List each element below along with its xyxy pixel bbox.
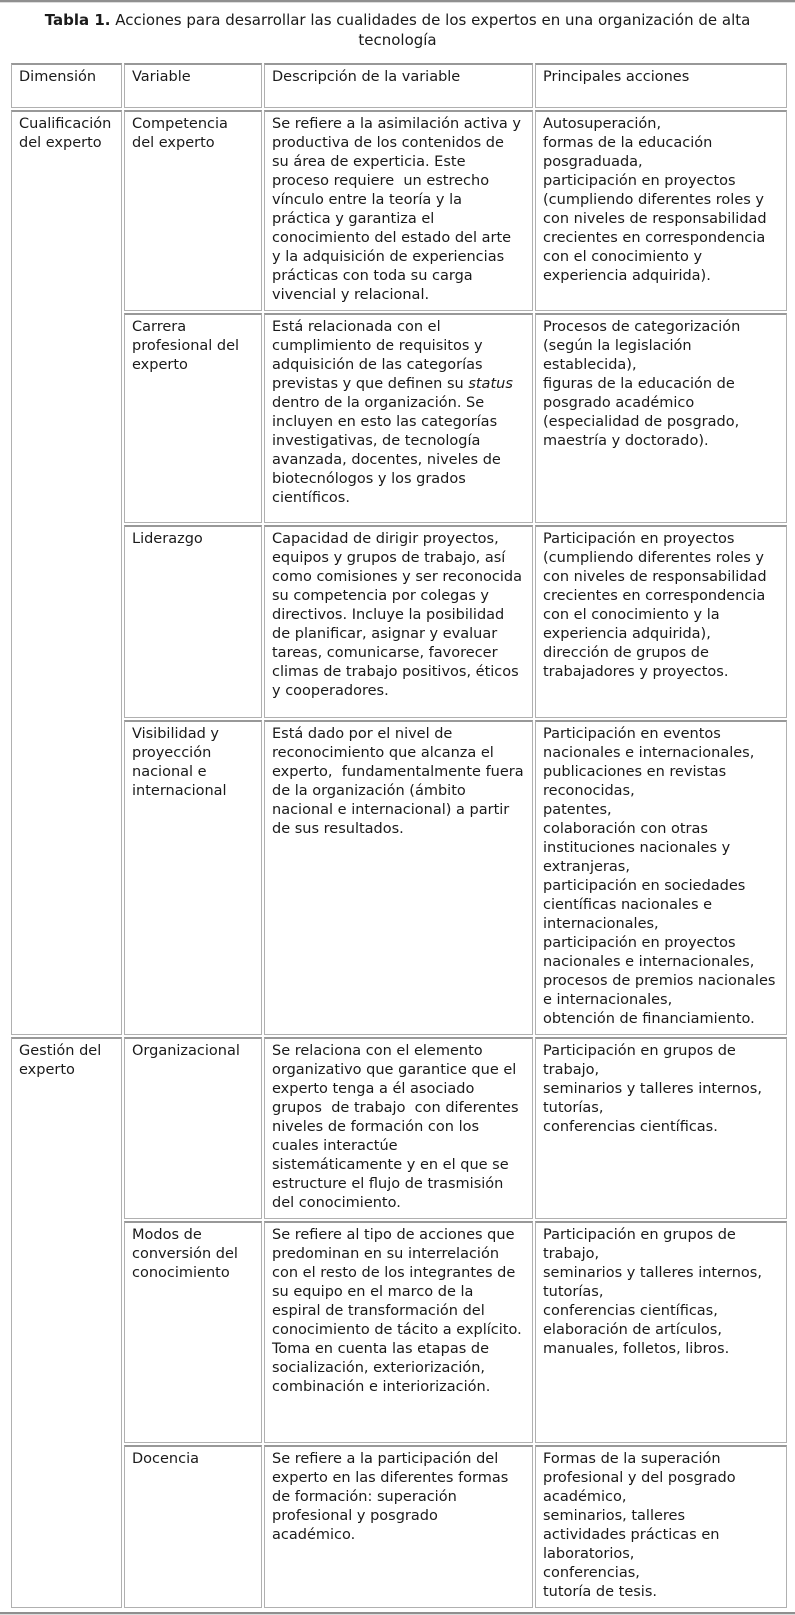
description-cell — [264, 110, 533, 311]
action-item: Participación en proyectos (cumpliendo diferentes roles y con niveles de responsabilidad crecientes en correspondencia con el conocimiento y la experiencia adquirida), — [543, 531, 772, 642]
action-item: tutorías, — [543, 1100, 604, 1116]
action-item: figuras de la educación de posgrado académico (especialidad de posgrado, maestría y doctorado). — [543, 376, 744, 449]
description-segment: dentro de la organización. Se incluyen en esto las categorías investigativas, de tecnología avanzada, docentes, niveles de biotecnólogos y los grados científicos. — [272, 376, 518, 506]
actions-cell — [535, 525, 787, 718]
action-item: participación en proyectos (cumpliendo diferentes roles y con niveles de responsabilidad crecientes en correspondencia con el conocimiento y experiencia adquirida). — [543, 173, 772, 284]
description-segment: Capacidad de dirigir proyectos, equipos y grupos de trabajo, así como comisiones y ser reconocida su competencia por colegas y directivos. Incluye la posibilidad de planificar, asignar y evaluar tareas, comunicarse, favorecer climas de trabajo positivos, éticos y cooperadores. — [272, 531, 527, 699]
action-item: participación en proyectos nacionales e internacionales, — [543, 935, 755, 970]
table-row — [11, 313, 787, 523]
action-item: seminarios y talleres internos, — [543, 1265, 762, 1281]
description-cell — [264, 720, 533, 1035]
action-item: publicaciones en revistas reconocidas, — [543, 764, 731, 799]
variable-cell: Competencia del experto — [124, 110, 262, 311]
acciones-table — [9, 61, 789, 1610]
actions-cell — [535, 1037, 787, 1219]
header-descripcion: Descripción de la variable — [264, 63, 533, 108]
action-item: Procesos de categorización (según la legislación establecida), — [543, 319, 745, 373]
action-item: elaboración de artículos, — [543, 1322, 722, 1338]
action-item: conferencias científicas. — [543, 1119, 718, 1135]
actions-cell — [535, 1445, 787, 1608]
table-body — [11, 110, 787, 1608]
variable-cell: Organizacional — [124, 1037, 262, 1219]
variable-cell: Modos de conversión del conocimiento — [124, 1221, 262, 1443]
action-item: patentes, — [543, 802, 612, 818]
table-row — [11, 1221, 787, 1443]
action-item: conferencias científicas, — [543, 1303, 718, 1319]
table-title-label: Tabla 1. — [44, 11, 111, 29]
description-segment: Se refiere a la asimilación activa y productiva de los contenidos de su área de experticia. Este proceso requiere un estrecho vínculo entre la teoría y la práctica y garantiza el conocimiento del estado del arte y la adquisición de experiencias prácticas con toda su carga vivencial y relacional. — [272, 116, 526, 303]
action-item: Formas de la superación profesional y del posgrado académico, — [543, 1451, 741, 1505]
table-title-text: Acciones para desarrollar las cualidades de los expertos en una organización de alta tecnología — [110, 11, 751, 49]
header-row — [11, 63, 787, 108]
action-item: seminarios, talleres — [543, 1508, 686, 1524]
table-title — [38, 10, 757, 50]
description-cell — [264, 525, 533, 718]
actions-cell — [535, 110, 787, 311]
table-row — [11, 110, 787, 311]
description-cell — [264, 1037, 533, 1219]
header-principales-acciones: Principales acciones — [535, 63, 787, 108]
variable-cell: Docencia — [124, 1445, 262, 1608]
action-item: actividades prácticas en laboratorios, — [543, 1527, 725, 1562]
action-item: Autosuperación, — [543, 116, 662, 132]
action-item: colaboración con otras instituciones nacionales y extranjeras, — [543, 821, 735, 875]
header-variable: Variable — [124, 63, 262, 108]
action-item: procesos de premios nacionales e internacionales, — [543, 973, 785, 1008]
actions-cell — [535, 720, 787, 1035]
description-cell — [264, 313, 533, 523]
actions-cell — [535, 313, 787, 523]
action-item: Participación en grupos de trabajo, — [543, 1043, 741, 1078]
action-item: conferencias, — [543, 1565, 640, 1581]
action-item: manuales, folletos, libros. — [543, 1341, 730, 1357]
actions-cell — [535, 1221, 787, 1443]
top-horizontal-rule — [0, 0, 795, 3]
header-dimension: Dimensión — [11, 63, 122, 108]
description-segment: Se refiere a la participación del experto en las diferentes formas de formación: superación profesional y posgrado académico. — [272, 1451, 513, 1543]
description-segment: Se relaciona con el elemento organizativo que garantice que el experto tenga a él asociado grupos de trabajo con diferentes niveles de formación con los cuales interactúe sistemáticamente y en el que se estructure el flujo de trasmisión del conocimiento. — [272, 1043, 524, 1211]
table-row — [11, 1445, 787, 1608]
variable-cell: Liderazgo — [124, 525, 262, 718]
table-row — [11, 1037, 787, 1219]
action-item: tutoría de tesis. — [543, 1584, 658, 1600]
action-item: Participación en eventos nacionales e internacionales, — [543, 726, 755, 761]
table-row — [11, 525, 787, 718]
action-item: dirección de grupos de trabajadores y proyectos. — [543, 645, 729, 680]
description-italic-segment: status — [468, 376, 513, 392]
description-segment: Está relacionada con el cumplimiento de requisitos y adquisición de las categorías previstas y que definen su — [272, 319, 488, 392]
variable-cell: Visibilidad y proyección nacional e internacional — [124, 720, 262, 1035]
dimension-cell: Cualificación del experto — [11, 110, 122, 1035]
table-row — [11, 720, 787, 1035]
description-segment: Se refiere al tipo de acciones que predominan en su interrelación con el resto de los integrantes de su equipo en el marco de la espiral de transformación del conocimiento de tácito a explícito. Toma en cuenta las etapas de socialización, exteriorización, combinación e interiorización. — [272, 1227, 527, 1395]
action-item: formas de la educación posgraduada, — [543, 135, 717, 170]
action-item: participación en sociedades científicas nacionales e internacionales, — [543, 878, 750, 932]
action-item: tutorías, — [543, 1284, 604, 1300]
variable-cell: Carrera profesional del experto — [124, 313, 262, 523]
description-cell — [264, 1221, 533, 1443]
dimension-cell: Gestión del experto — [11, 1037, 122, 1608]
description-segment: Está dado por el nivel de reconocimiento que alcanza el experto, fundamentalmente fuera de la organización (ámbito nacional e internacional) a partir de sus resultados. — [272, 726, 529, 837]
action-item: obtención de financiamiento. — [543, 1011, 755, 1027]
description-cell — [264, 1445, 533, 1608]
action-item: seminarios y talleres internos, — [543, 1081, 762, 1097]
action-item: Participación en grupos de trabajo, — [543, 1227, 741, 1262]
